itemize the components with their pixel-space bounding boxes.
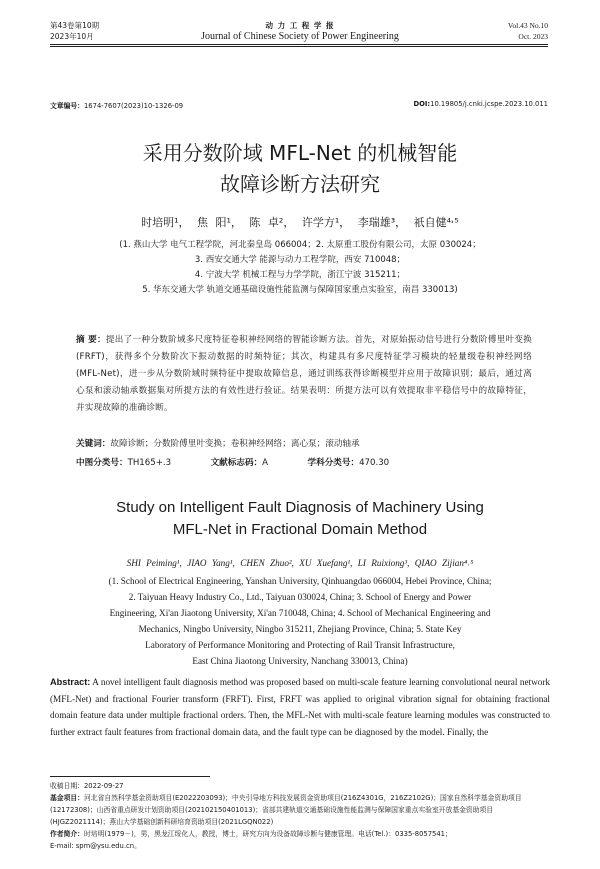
journal-title-en: Journal of Chinese Society of Power Engineering (201, 31, 399, 42)
received-date: 收稿日期：2022-09-27 (50, 782, 124, 790)
affiliation-cn-4: 5. 华东交通大学 轨道交通基础设施性能监测与保障国家重点实验室，南昌 330013) (142, 285, 458, 295)
journal-title-cn: 动 力 工 程 学 报 (265, 21, 335, 30)
abstract-en-text: A novel intelligent fault diagnosis method was proposed based on multi-scale feature learning convolutional neural network (MFL-Net) and fractional Fourier transform (FRFT). First, FRFT was applied to original vibration signal for obtaining fractional domain feature data under multiple fractional orders. Then, the MFL-Net with multi-scale feature learning modules was constructed to further extract fault features from fractional domain data, and the fault type can be diagnosed by the model. Finally, the (50, 677, 550, 737)
clc-label: 中图分类号： (76, 458, 128, 468)
title-cn-line1: 采用分数阶域 MFL-Net 的机械智能 (142, 141, 458, 165)
article-number-label: 文章编号： (50, 102, 84, 110)
authors-cn: 时培明¹， 焦 阳¹， 陈 卓²， 许学方¹， 李瑞雄³， 祇自健⁴˒⁵ (141, 216, 459, 229)
authors-en: SHI Peiming¹, JIAO Yang¹, CHEN Zhuo², XU Xuefang¹, LI Ruixiong³, QIAO Zijian⁴˒⁵ (126, 558, 474, 568)
title-en-line1: Study on Intelligent Fault Diagnosis of Machinery Using (116, 499, 484, 516)
affiliation-en-6: East China Jiaotong University, Nanchang 330013, China) (192, 656, 408, 666)
subject-value: 470.30 (359, 458, 390, 468)
article-number (50, 100, 183, 110)
article-number-value: 1674-7607(2023)10-1326-09 (83, 102, 184, 110)
keywords-cn-text: 故障诊断；分数阶傅里叶变换；卷积神经网络；离心泵；滚动轴承 (110, 439, 360, 449)
subject-label: 学科分类号： (307, 458, 360, 468)
journal-volume-en (508, 20, 548, 42)
date-en: Oct. 2023 (518, 32, 548, 41)
affiliation-cn-1: (1. 燕山大学 电气工程学院，河北秦皇岛 066004；2. 太原重工股份有限公司，太原 030024； (119, 240, 481, 250)
classification (76, 456, 536, 468)
affiliations-cn (0, 238, 600, 298)
footnotes (50, 780, 550, 852)
header-rule (50, 44, 548, 45)
clc-value: TH165+.3 (127, 458, 172, 468)
keywords-cn (76, 437, 360, 449)
affiliations-en (0, 573, 600, 669)
title-en-line2: MFL-Net in Fractional Domain Method (172, 521, 428, 538)
affiliation-cn-3: 4. 宁波大学 机械工程与力学学院，浙江宁波 315211； (194, 270, 406, 280)
author-bio-text: 时培明(1979－)，男，黑龙江绥化人，教授，博士，研究方向为设备故障诊断与健康管理。电话(Tel.)：0335-8057541； (83, 830, 452, 838)
affiliation-en-1: (1. School of Electrical Engineering, Yanshan University, Qinhuangdao 066004, Hebei Province, China; (108, 576, 492, 586)
title-cn (0, 138, 600, 200)
doi (413, 100, 548, 108)
funding-text: 河北省自然科学基金资助项目(E2022203093)；中央引导地方科技发展资金资助项目(216Z4301G，216Z2102G)；国家自然科学基金资助项目(12172308)；山西省重点研发计划资助项目(202102150401013)；省部共建轨道交通基础设施性能监测与保障国家重点实验室开放基金资助项目(HJGZ2021114)；燕山大学基础创新科研培育资助项目(2021LGQN022) (50, 794, 522, 826)
title-en (0, 497, 600, 541)
issue-date: 2023年10月 (50, 32, 94, 41)
affiliation-en-3: Engineering, Xi'an Jiaotong University, Xi'an 710048, China; 4. School of Mechanical Engineering and (109, 608, 491, 618)
affiliation-en-2: 2. Taiyuan Heavy Industry Co., Ltd., Taiyuan 030024, China; 3. School of Energy and Power (128, 592, 472, 602)
abstract-en (50, 674, 550, 740)
abstract-cn-label: 摘 要： (76, 335, 106, 345)
keywords-cn-label: 关键词： (76, 439, 111, 449)
volume-issue: 第43卷第10期 (50, 21, 100, 30)
volume-en: Vol.43 No.10 (507, 21, 548, 30)
funding-label: 基金项目： (50, 794, 84, 802)
abstract-cn-text: 提出了一种分数阶域多尺度特征卷积神经网络的智能诊断方法。首先，对原始振动信号进行分数阶傅里叶变换(FRFT)，获得多个分数阶次下振动数据的时频特征；其次，构建具有多尺度特征学习模块的轻量级卷积神经网络(MFL-Net)，进一步从分数阶域时频特征中提取故障信息，通过训练获得诊断模型并应用于故障识别；最后，通过离心泵和滚动轴承数据集对所提方法的有效性进行验证。结果表明：所提方法可以有效提取非平稳信号中的故障特征，并实现故障的准确诊断。 (76, 335, 532, 413)
author-email: E-mail: spm@ysu.edu.cn。 (50, 842, 141, 850)
abstract-en-label: Abstract: (50, 677, 91, 687)
affiliation-en-4: Mechanics, Ningbo University, Ningbo 315211, Zhejiang Province, China; 5. State Key (138, 624, 462, 634)
doi-value: 10.19805/j.cnki.jcspe.2023.10.011 (430, 100, 548, 108)
footnote-rule (50, 776, 210, 777)
author-bio (50, 828, 550, 840)
abstract-cn (76, 332, 532, 417)
title-cn-line2: 故障诊断方法研究 (220, 172, 380, 196)
affiliation-en-5: Laboratory of Performance Monitoring and Protecting of Rail Transit Infrastructure, (145, 640, 455, 650)
doc-code-value: A (262, 458, 269, 468)
affiliation-cn-2: 3. 西安交通大学 能源与动力工程学院，西安 710048； (194, 255, 406, 265)
doi-label: DOI: (413, 100, 431, 108)
header-rule-thin (50, 46, 548, 47)
doc-code-label: 文献标志码： (210, 458, 263, 468)
funding (50, 792, 550, 828)
author-bio-label: 作者简介： (50, 830, 84, 838)
